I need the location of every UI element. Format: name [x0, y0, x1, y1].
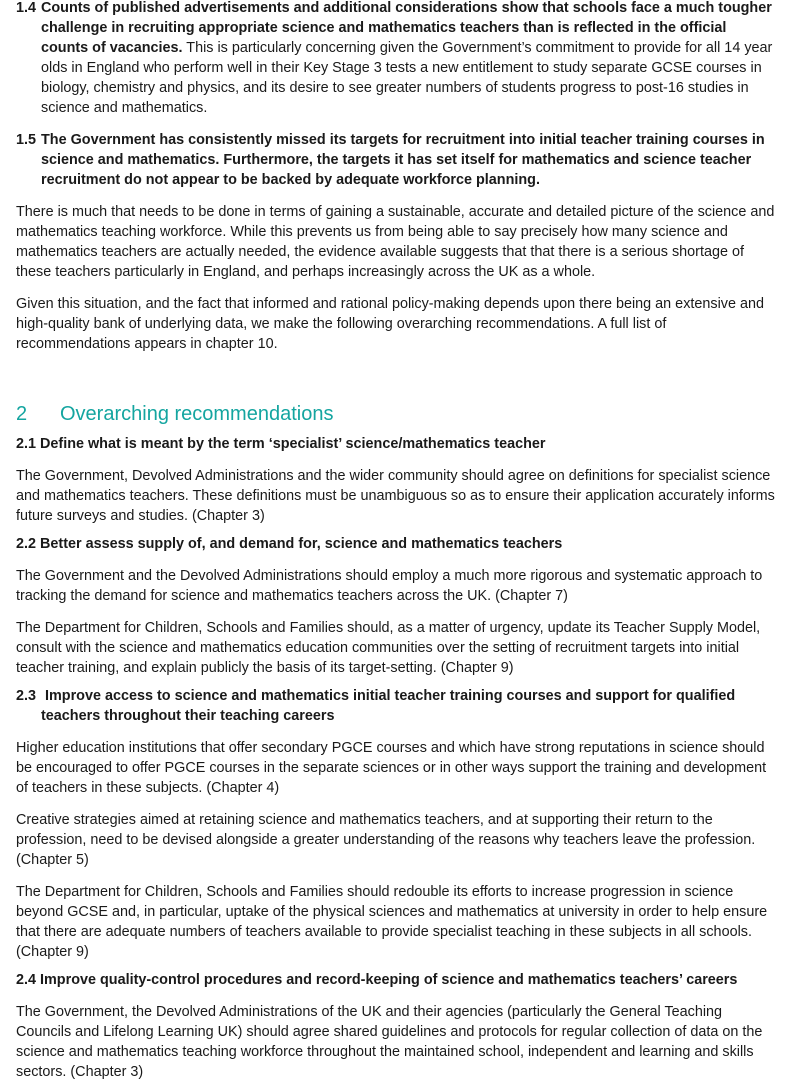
subsection-heading-2-4 — [16, 970, 776, 990]
subsection-number: 2.3 — [16, 688, 37, 704]
subsection-title: Improve quality-control procedures and record-keeping of science and mathematics teachers’ careers — [40, 972, 738, 988]
paragraph-text: This is particularly concerning given the Government’s commitment to provide for all 14 year olds in England who perform well in their Key Stage 3 tests a new entitlement to study separate GCSE courses in biology, chemistry and physics, and its desire to see greater numbers of students progress to post-16 studies in science and mathematics. — [41, 40, 773, 116]
subsection-heading-2-1 — [16, 434, 776, 454]
intro-paragraph: Given this situation, and the fact that informed and rational policy-making depends upon there being an extensive and high-quality bank of underlying data, we make the following overarching recommendations. A full list of recommendations appears in chapter 10. — [16, 296, 764, 352]
section-title: Overarching recommendations — [60, 403, 334, 425]
subsection-number: 2.4 — [16, 972, 37, 988]
paragraph-1-4 — [16, 0, 776, 118]
recommendation-paragraph: The Department for Children, Schools and Families should, as a matter of urgency, update its Teacher Supply Model, consult with the science and mathematics education communities over the setting of recruitment targets into initial teacher training, and explain publicly the basis of its target-setting. (Chapter 9) — [16, 620, 761, 676]
subsection-title: Define what is meant by the term ‘specialist’ science/mathematics teacher — [40, 436, 546, 452]
document-page — [16, 0, 776, 1082]
paragraph-bold-text: The Government has consistently missed its targets for recruitment into initial teacher training courses in science and mathematics. Furthermore, the targets it has set itself for mathematics and science teacher recruitment do not appear to be backed by adequate workforce planning. — [41, 132, 765, 188]
subsection-heading-2-2 — [16, 534, 776, 554]
paragraph-number: 1.5 — [16, 132, 37, 148]
recommendation-paragraph: The Government, Devolved Administrations and the wider community should agree on definitions for specialist science and mathematics teachers. These definitions must be unambiguous so as to ensure their application accurately informs future surveys and studies. (Chapter 3) — [16, 468, 775, 524]
section-number: 2 — [16, 403, 28, 425]
recommendation-paragraph: The Department for Children, Schools and Families should redouble its efforts to increase progression in science beyond GCSE and, in particular, uptake of the physical sciences and mathematics at university in order to help ensure that there are adequate numbers of teachers available to provide specialist teaching in these subjects in all schools. (Chapter 9) — [16, 884, 768, 960]
subsection-number: 2.2 — [16, 536, 37, 552]
paragraph-number: 1.4 — [16, 0, 37, 16]
paragraph-bold-text: Counts of published advertisements and additional considerations show that schools face a much tougher challenge in recruiting appropriate science and mathematics teachers than is reflected in the official counts of vacancies. — [41, 0, 772, 56]
recommendation-paragraph: Creative strategies aimed at retaining science and mathematics teachers, and at supporting their return to the profession, need to be devised alongside a greater understanding of the reasons why teachers leave the profession. (Chapter 5) — [16, 812, 756, 868]
intro-paragraph: There is much that needs to be done in terms of gaining a sustainable, accurate and detailed picture of the science and mathematics teaching workforce. While this prevents us from being able to say precisely how many science and mathematics teachers are actually needed, the evidence available suggests that that there is a serious shortage of these teachers particularly in England, and perhaps increasingly across the UK as a whole. — [16, 204, 775, 280]
subsection-number: 2.1 — [16, 436, 37, 452]
recommendation-paragraph: The Government and the Devolved Administrations should employ a much more rigorous and systematic approach to tracking the demand for science and mathematics teachers across the UK. (Chapter 7) — [16, 568, 763, 604]
recommendation-paragraph: The Government, the Devolved Administrations of the UK and their agencies (particularly the General Teaching Councils and Lifelong Learning UK) should agree shared guidelines and protocols for regular collection of data on the science and mathematics teaching workforce throughout the maintained school, independent and learning and skills sectors. (Chapter 3) — [16, 1004, 763, 1080]
section-heading — [16, 402, 776, 426]
subsection-heading-2-3 — [16, 686, 776, 726]
subsection-title: Improve access to science and mathematics initial teacher training courses and support for qualified teachers throughout their teaching careers — [41, 688, 736, 724]
paragraph-1-5 — [16, 130, 776, 190]
recommendation-paragraph: Higher education institutions that offer secondary PGCE courses and which have strong reputations in science should be encouraged to offer PGCE courses in the separate sciences or in other ways support the training and development of teachers in these subjects. (Chapter 4) — [16, 740, 767, 796]
subsection-title: Better assess supply of, and demand for, science and mathematics teachers — [40, 536, 563, 552]
